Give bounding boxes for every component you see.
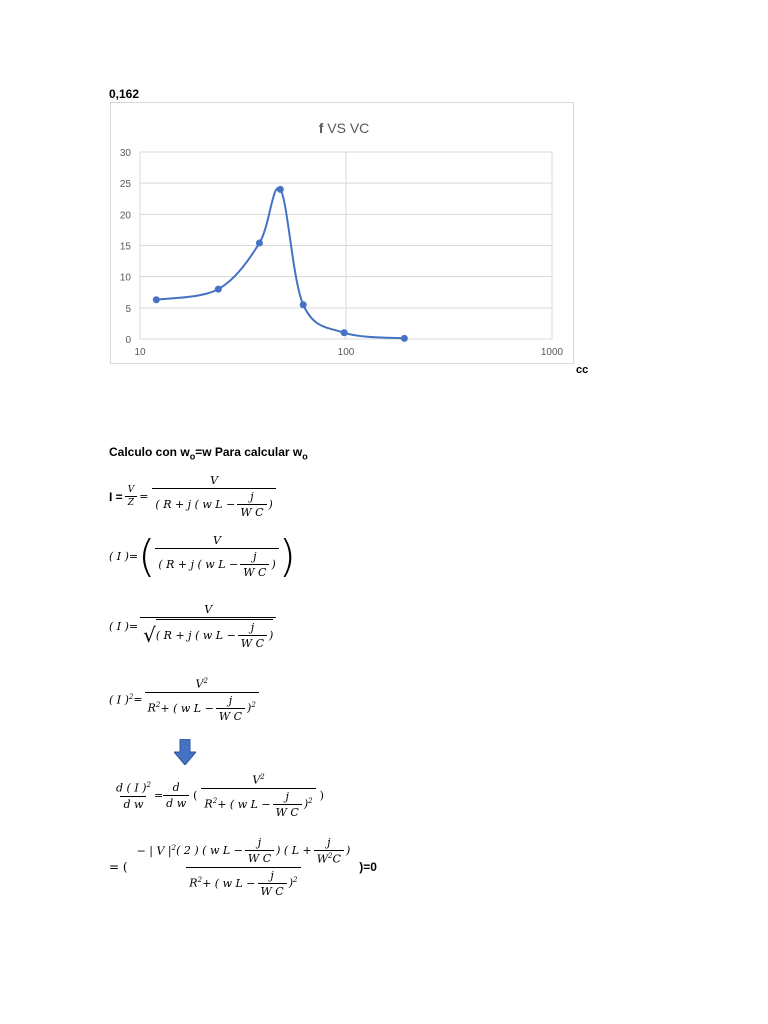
eq2-close-paren: ) <box>278 530 296 582</box>
eq3-den-a: ( R + j ( w L − <box>155 629 236 642</box>
eq3-main-fraction <box>140 603 276 650</box>
eq5-open: ( <box>193 789 198 803</box>
eq6-wc: W C <box>245 850 274 865</box>
eq5-num: $V^2$ <box>252 773 265 787</box>
eq5-d: d <box>172 781 180 795</box>
eq3-radicand <box>156 619 273 650</box>
section-title-a: Calculo con w <box>109 445 190 459</box>
eq6-num-c: ) ( L + <box>276 844 312 858</box>
chart-title-rest: VS VC <box>323 120 370 136</box>
data-point <box>153 296 160 303</box>
chart-title-bold: f <box>318 120 324 136</box>
eq2-wc: W C <box>240 564 269 579</box>
eq1-den-c: ) <box>268 498 273 511</box>
data-point <box>401 335 408 342</box>
eq5-den-c: )$^2$ <box>303 797 313 811</box>
chart-title <box>319 120 370 136</box>
eq6-w2c: $W^2C$ <box>314 850 344 866</box>
eq1-den <box>152 488 275 519</box>
eq6-j2: j <box>327 836 331 849</box>
data-point <box>256 240 263 247</box>
eq3-num: V <box>204 603 213 616</box>
y-tick-label: 25 <box>119 179 131 191</box>
equation-4 <box>109 677 259 723</box>
eq4-j: j <box>228 693 233 707</box>
eq4-wc: W C <box>216 708 245 723</box>
y-tick-label: 20 <box>119 210 131 222</box>
eq6-rhs: )=0 <box>359 859 377 874</box>
eq6-num-a: − | V $|^2$ <box>136 844 177 858</box>
header-value: 0,162 <box>109 87 140 101</box>
eq5-main-fraction <box>201 773 315 819</box>
eq4-den-r: $R^2$ <box>147 701 161 715</box>
eq3-den-c: ) <box>269 629 274 642</box>
eq1-den-a: ( R + j ( w L − <box>155 498 236 511</box>
eq1-lhs: I = <box>109 489 123 504</box>
eq3-j: j <box>250 621 255 634</box>
eq6-den-jwc <box>258 869 287 898</box>
eq1-j: j <box>250 490 254 503</box>
eq6-num-d: ) <box>345 844 351 858</box>
eq6-jw2c <box>314 836 344 866</box>
eq6-den <box>186 867 300 898</box>
eq6-jwc <box>245 836 274 865</box>
eq2-main-fraction <box>155 534 278 579</box>
eq3-lhs: ( I )= <box>109 620 139 633</box>
eq5-close: ) <box>319 789 324 803</box>
y-tick-label: 10 <box>119 272 131 284</box>
eq4-den <box>145 692 259 723</box>
eq2-den-a: ( R + j ( w L − <box>158 558 239 571</box>
eq5-dw: d w <box>163 795 189 810</box>
eq2-j: j <box>253 550 257 563</box>
eq3-den <box>140 617 276 650</box>
eq5-wc: W C <box>273 804 302 819</box>
eq6-den-c: )$^2$ <box>288 876 298 890</box>
chart-frame <box>110 102 574 364</box>
eq6-main-fraction <box>134 836 354 898</box>
eq4-den-b: + ( w L − <box>160 701 214 715</box>
y-tick-label: 30 <box>119 148 131 159</box>
eq5-den-b: + ( w L − <box>217 797 271 811</box>
eq6-den-j: j <box>270 868 274 882</box>
equation-5 <box>113 773 324 819</box>
eq5-den-r: $R^2$ <box>204 797 218 811</box>
eq4-main-fraction <box>145 677 259 723</box>
data-point <box>300 301 307 308</box>
section-sub-b: o <box>302 451 308 462</box>
eq4-lhs: ( I )$^2$ <box>109 693 134 707</box>
eq1-vz-fraction <box>125 485 138 508</box>
y-tick-label: 15 <box>119 241 131 253</box>
equation-6 <box>109 836 377 898</box>
eq4-jwc <box>216 694 245 723</box>
data-point <box>215 286 222 293</box>
eq3-sqrt: √ <box>143 622 156 647</box>
eq6-lhs: = ( <box>109 859 128 874</box>
section-title <box>109 445 308 461</box>
eq5-jwc <box>273 790 302 819</box>
eq2-den <box>155 548 278 579</box>
eq2-num: V <box>213 534 221 547</box>
eq5-dden: d w <box>120 796 146 811</box>
eq6-num-b: ( 2 ) ( w L − <box>176 844 243 858</box>
eq2-den-c: ) <box>271 558 276 571</box>
x-tick-label: 10 <box>134 347 146 358</box>
equation-2 <box>109 530 296 582</box>
eq2-jwc <box>240 550 269 579</box>
section-sub-a: o <box>189 451 196 462</box>
y-tick-label: 0 <box>125 335 131 346</box>
eq2-lhs: ( I )= <box>109 550 139 563</box>
x-tick-label: 100 <box>337 347 355 358</box>
eq6-num <box>134 836 354 867</box>
eq1-num: V <box>210 474 219 487</box>
eq1-main-fraction <box>152 474 275 519</box>
chart <box>111 103 573 363</box>
y-tick-label: 5 <box>125 303 131 315</box>
eq6-den-r: $R^2$ <box>189 876 203 890</box>
eq6-j: j <box>257 836 262 850</box>
eq5-d-dw <box>163 781 189 810</box>
eq4-num: $V^2$ <box>195 677 208 691</box>
data-point <box>277 186 284 193</box>
x-unit-label: cc <box>576 364 589 376</box>
equation-1 <box>109 474 276 519</box>
eq6-den-wc: W C <box>258 883 287 898</box>
eq5-derivative <box>113 781 154 811</box>
x-tick-label: 1000 <box>540 347 564 358</box>
data-point <box>341 329 348 336</box>
eq1-z: Z <box>125 496 137 508</box>
eq5-j: j <box>285 789 289 803</box>
equation-3 <box>109 603 276 650</box>
eq5-dnum: d ( I )$^2$ <box>116 781 151 795</box>
eq3-jwc <box>238 621 267 650</box>
eq1-v: V <box>127 485 135 495</box>
eq5-equals: = <box>153 789 164 803</box>
eq1-equals: = <box>139 490 149 503</box>
eq1-jwc <box>237 490 266 519</box>
eq4-equals: = <box>133 693 143 707</box>
down-arrow-icon <box>174 739 196 765</box>
series-line <box>156 188 404 338</box>
eq1-wc: W C <box>237 504 266 519</box>
eq4-den-c: )$^2$ <box>247 701 256 715</box>
eq5-den <box>201 788 315 819</box>
eq3-wc: W C <box>238 635 267 650</box>
section-title-b: =w Para calcular w <box>195 445 303 459</box>
eq2-open-paren: ( <box>138 530 156 582</box>
eq6-den-b: + ( w L − <box>202 876 256 890</box>
